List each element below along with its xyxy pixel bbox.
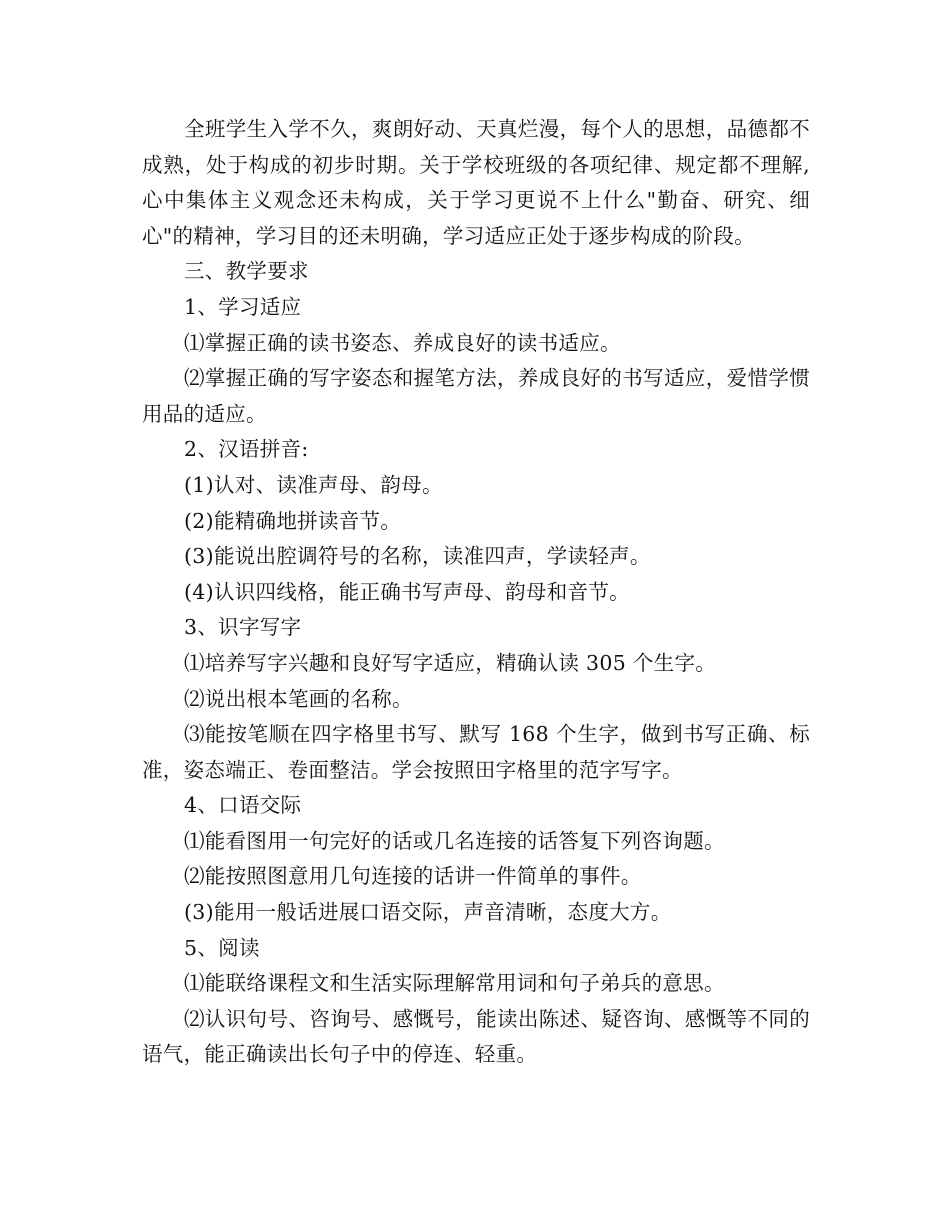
subheading-reading: 5、阅读 bbox=[184, 935, 260, 960]
item-reading-posture: ⑴掌握正确的读书姿态、养成良好的读书适应。 bbox=[184, 330, 621, 355]
item-literacy-3: ⑶能按笔顺在四字格里书写、默写 168 个生字，做到书写正确、标准，姿态端正、卷面整洁。学会按照田字格里的范字写字。 bbox=[142, 722, 810, 782]
subheading-literacy-writing: 3、识字写字 bbox=[184, 615, 302, 640]
item-oral-1: ⑴能看图用一句完好的话或几名连接的话答复下列咨询题。 bbox=[184, 828, 725, 853]
heading-teaching-requirements: 三、教学要求 bbox=[184, 259, 309, 284]
item-pinyin-3: (3)能说出腔调符号的名称，读准四声，学读轻声。 bbox=[184, 544, 651, 569]
item-reading-2: ⑵认识句号、咨询号、感慨号，能读出陈述、疑咨询、感慨等不同的语气，能正确读出长句子中的停连、轻重。 bbox=[142, 1006, 810, 1067]
item-reading-1: ⑴能联络课程文和生活实际理解常用词和句子弟兵的意思。 bbox=[184, 971, 725, 996]
item-literacy-1: ⑴培养写字兴趣和良好写字适应，精确认读 305 个生字。 bbox=[184, 650, 717, 675]
subheading-study-habits: 1、学习适应 bbox=[184, 294, 302, 319]
subheading-pinyin: 2、汉语拼音: bbox=[184, 437, 309, 462]
paragraph-class-situation: 全班学生入学不久，爽朗好动、天真烂漫，每个人的思想，品德都不成熟，处于构成的初步时期。关于学校班级的各项纪律、规定都不理解,心中集体主义观念还未构成，关于学习更说不上什么"勤奋、研究、细心"的精神，学习目的还未明确，学习适应正处于逐步构成的阶段。 bbox=[142, 117, 810, 248]
item-writing-posture: ⑵掌握正确的写字姿态和握笔方法，养成良好的书写适应，爱惜学惯用品的适应。 bbox=[142, 366, 810, 426]
item-oral-2: ⑵能按照图意用几句连接的话讲一件简单的事件。 bbox=[184, 864, 642, 889]
subheading-oral-communication: 4、口语交际 bbox=[184, 793, 302, 818]
item-oral-3: (3)能用一般话进展口语交际，声音清晰，态度大方。 bbox=[184, 900, 672, 925]
item-pinyin-2: (2)能精确地拼读音节。 bbox=[184, 508, 402, 533]
item-pinyin-1: (1)认对、读准声母、韵母。 bbox=[184, 472, 443, 497]
item-literacy-2: ⑵说出根本笔画的名称。 bbox=[184, 686, 413, 711]
item-pinyin-4: (4)认识四线格，能正确书写声母、韵母和音节。 bbox=[184, 579, 630, 604]
document-page bbox=[142, 112, 810, 1073]
